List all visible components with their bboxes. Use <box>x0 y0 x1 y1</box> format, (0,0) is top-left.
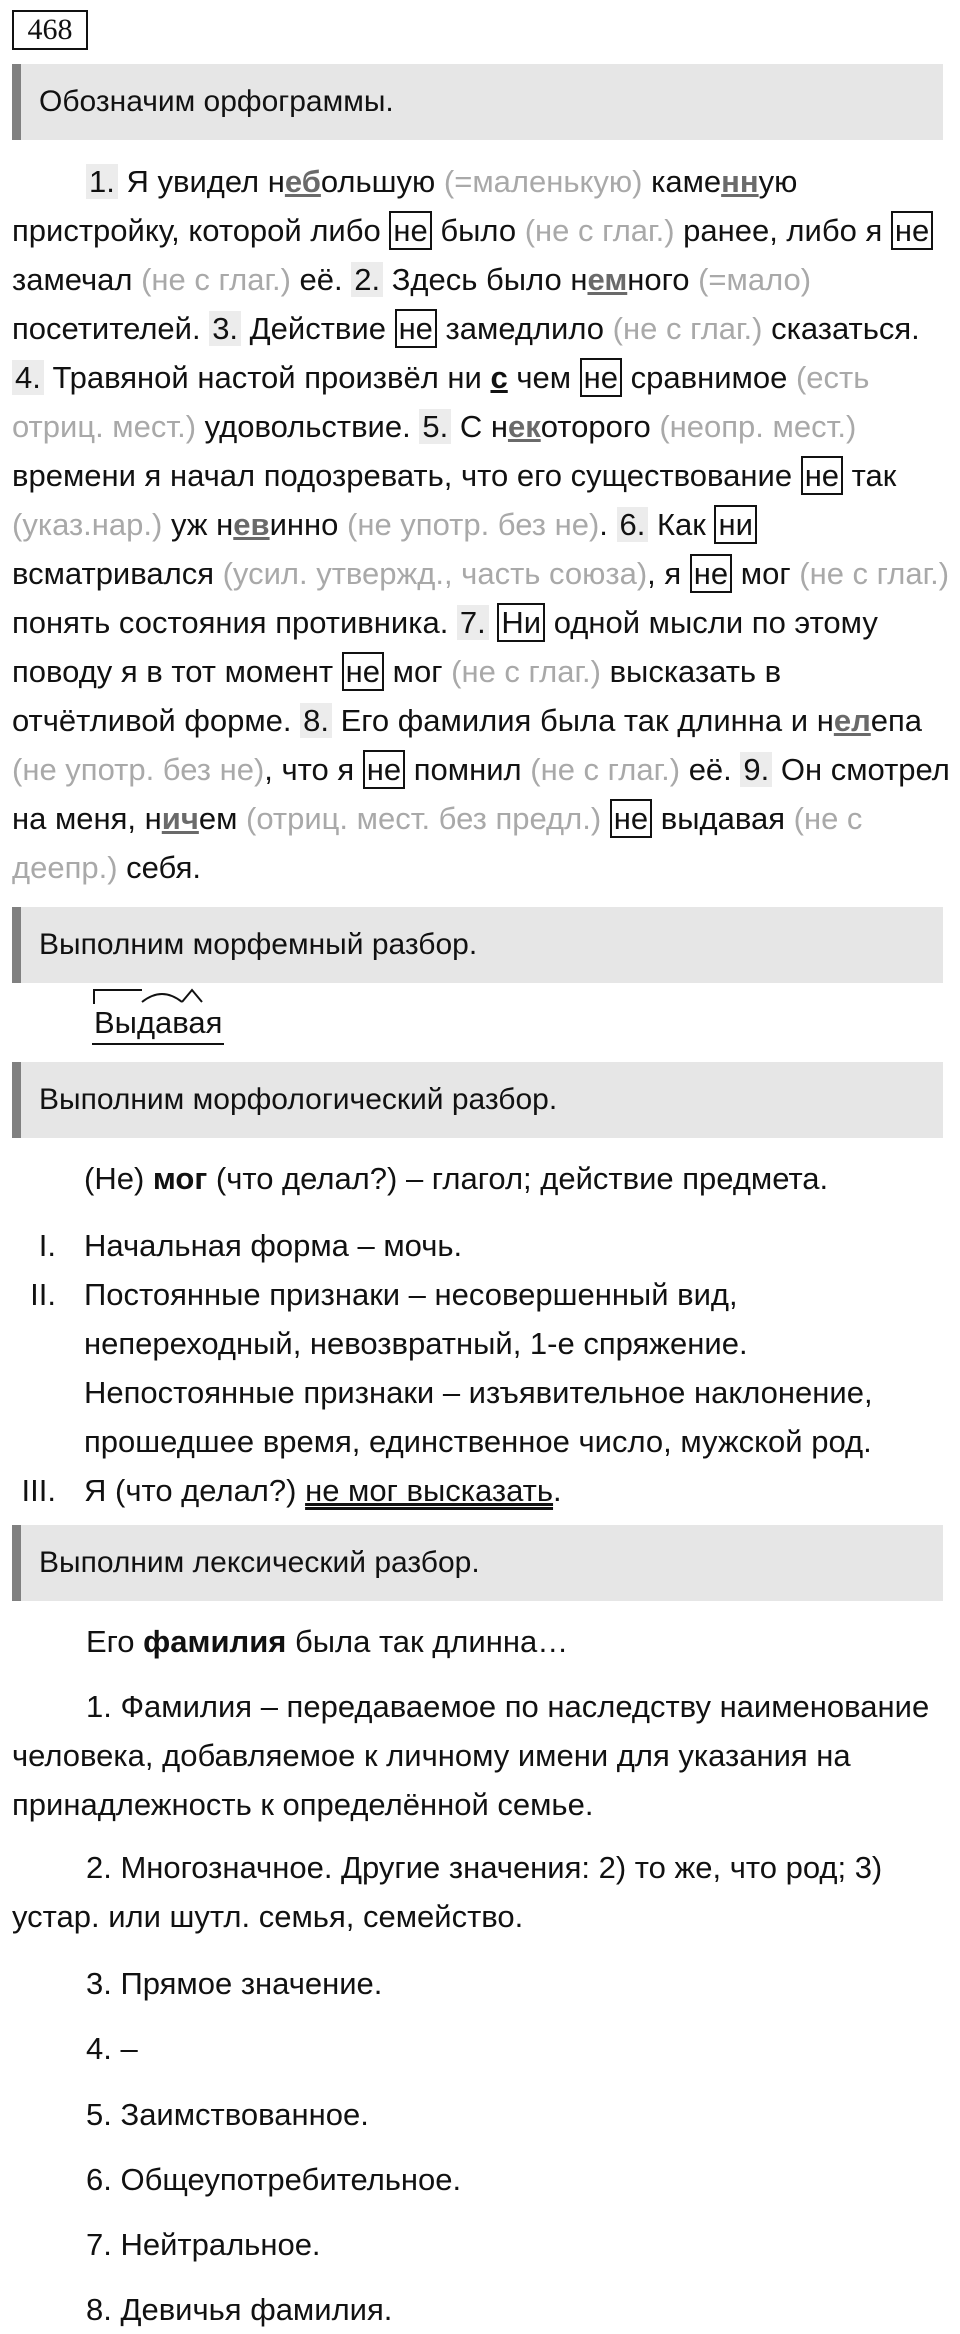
text-run: посетителей. <box>12 311 210 346</box>
text-run: сказаться. <box>762 311 920 346</box>
text-run: , что я <box>264 752 363 787</box>
text-run: ем <box>198 801 247 836</box>
boxed-particle: не <box>801 456 843 495</box>
sentence-number: 2. <box>351 262 383 297</box>
note: (усил. утвержд., часть союза) <box>222 556 648 591</box>
boxed-particle: не <box>363 750 405 789</box>
sentence-number: 5. <box>419 409 451 444</box>
orthogram-paragraph <box>12 157 952 892</box>
text-run: Здесь было н <box>383 262 588 297</box>
task-number: 468 <box>12 10 88 50</box>
note: (не с глаг.) <box>524 213 675 248</box>
text-run: , я <box>647 556 690 591</box>
boxed-particle: не <box>395 309 437 348</box>
highlight: с <box>490 360 508 395</box>
text-run: Я увидел н <box>117 164 285 199</box>
text-run: ного <box>627 262 699 297</box>
text-run: С н <box>451 409 508 444</box>
sentence-number: 4. <box>12 360 44 395</box>
lexical-item: 2. Многозначное. Другие значения: 2) то же, что род; 3) устар. или шутл. семья, семейство. <box>12 1850 883 1934</box>
text-run: Он смотрел на меня, н <box>12 752 950 836</box>
morphology-line-2: Постоянные признаки – несовершенный вид, непереходный, невозвратный, 1-е спряжение. <box>84 1277 748 1361</box>
note: (есть отриц. мест.) <box>12 360 870 444</box>
boxed-particle: не <box>389 211 431 250</box>
section-orthograms: Обозначим орфограммы. <box>12 64 943 140</box>
note: (указ.нар.) <box>12 507 163 542</box>
note: (не с глаг.) <box>530 752 681 787</box>
text-run: ую пристройку, которой либо <box>12 164 798 248</box>
text-run: . <box>553 1473 562 1508</box>
highlight: еб <box>284 164 321 199</box>
text-run: чем <box>507 360 580 395</box>
text-run: мог <box>384 654 452 689</box>
highlight: ич <box>161 801 199 836</box>
text-run: была так длинна… <box>286 1624 569 1659</box>
boxed-particle: не <box>610 799 652 838</box>
note: (не с глаг.) <box>799 556 950 591</box>
lexical-item: 1. Фамилия – передаваемое по наследству наименование человека, добавляемое к личному имени для указания на принадлежность к определённой семье. <box>12 1689 930 1822</box>
note: (не с глаг.) <box>612 311 763 346</box>
text-run: Его <box>86 1624 144 1659</box>
morphology-line-3 <box>84 1466 944 1515</box>
lexical-item: 5. Заимствованное. <box>86 2097 369 2132</box>
text-run: сравнимое <box>622 360 796 395</box>
sentence-number: 3. <box>209 311 241 346</box>
text-run: всматривался <box>12 556 223 591</box>
text-run: было <box>431 213 525 248</box>
text-run: высказать в отчётливой форме. <box>12 654 782 738</box>
text-run <box>601 801 610 836</box>
roman-2: II. <box>30 1277 56 1312</box>
sentence-number: 6. <box>617 507 649 542</box>
text-run: её. <box>680 752 741 787</box>
highlight: ел <box>833 703 871 738</box>
text-run: времени я начал подозревать, что его существование <box>12 458 801 493</box>
text-run: мог <box>732 556 800 591</box>
morphology-intro <box>84 1154 944 1203</box>
roman-1: I. <box>38 1228 56 1263</box>
highlight: ев <box>233 507 270 542</box>
text-run: Его фамилия была так длинна и н <box>332 703 834 738</box>
text-run: ольшую <box>320 164 444 199</box>
lexical-item: 4. – <box>86 2031 138 2066</box>
text-run: Я (что делал?) <box>84 1473 306 1508</box>
lexical-item: 3. Прямое значение. <box>86 1966 383 2001</box>
note: (не с глаг.) <box>141 262 291 297</box>
text-run: Как <box>648 507 715 542</box>
text-run: замечал <box>12 262 142 297</box>
boxed-particle: не <box>580 358 622 397</box>
text-run: оторого <box>540 409 660 444</box>
sentence-number: 8. <box>300 703 332 738</box>
text-run: епа <box>870 703 923 738</box>
note: (=маленькую) <box>443 164 643 199</box>
note: (неопр. мест.) <box>659 409 857 444</box>
text-run: ранее, либо я <box>674 213 891 248</box>
section-lexical: Выполним лексический разбор. <box>12 1525 943 1601</box>
note: (не с глаг.) <box>451 654 601 689</box>
text-run: Травяной настой произвёл ни <box>43 360 491 395</box>
note: (не употр. без не) <box>12 752 265 787</box>
note: (отриц. мест. без предл.) <box>246 801 602 836</box>
highlight: ек <box>507 409 541 444</box>
boxed-particle: не <box>342 652 384 691</box>
text-run: одной мысли по этому поводу я в тот момент <box>12 605 878 689</box>
lexical-item: 6. Общеупотребительное. <box>86 2162 462 2197</box>
text-run: . <box>599 507 617 542</box>
text-run: каме <box>642 164 722 199</box>
text-run: помнил <box>405 752 531 787</box>
boxed-particle: не <box>690 554 732 593</box>
morphology-line-2b: Непостоянные признаки – изъявительное наклонение, прошедшее время, единственное число, мужской род. <box>84 1375 873 1459</box>
boxed-particle: Ни <box>497 603 545 642</box>
text-run: (что делал?) – глагол; действие предмета. <box>207 1161 829 1196</box>
lexical-item: 7. Нейтральное. <box>86 2227 321 2262</box>
text-run: уж н <box>162 507 234 542</box>
lexical-item: 8. Девичья фамилия. <box>86 2292 393 2327</box>
highlight: нн <box>721 164 759 199</box>
section-morpheme: Выполним морфемный разбор. <box>12 907 943 983</box>
text-run: инно <box>269 507 347 542</box>
text-run: её. <box>290 262 352 297</box>
text-run: выдавая <box>652 801 794 836</box>
text-run: понять состояния противника. <box>12 605 457 640</box>
lexical-intro <box>12 1617 952 1666</box>
predicate: не мог высказать <box>305 1473 554 1508</box>
sentence-number: 9. <box>740 752 772 787</box>
text-run: Действие <box>241 311 395 346</box>
text-run: себя. <box>117 850 202 885</box>
boxed-particle: ни <box>714 505 756 544</box>
section-morphology: Выполним морфологический разбор. <box>12 1062 943 1138</box>
morpheme-word: Выдавая <box>92 1003 224 1045</box>
note: (не употр. без не) <box>347 507 600 542</box>
text-run: так <box>843 458 897 493</box>
note: (=мало) <box>698 262 812 297</box>
sentence-number: 1. <box>86 164 118 199</box>
note: (не с деепр.) <box>12 801 863 885</box>
roman-3: III. <box>21 1473 56 1508</box>
text-run: удовольствие. <box>196 409 420 444</box>
sentence-number: 7. <box>457 605 489 640</box>
boxed-particle: не <box>891 211 933 250</box>
highlight: ем <box>587 262 628 297</box>
bold-word: фамилия <box>143 1624 287 1659</box>
text-run: (Не) <box>84 1161 153 1196</box>
text-run: замедлило <box>436 311 613 346</box>
bold-word: мог <box>152 1161 208 1196</box>
morphology-line-1: Начальная форма – мочь. <box>84 1228 463 1263</box>
